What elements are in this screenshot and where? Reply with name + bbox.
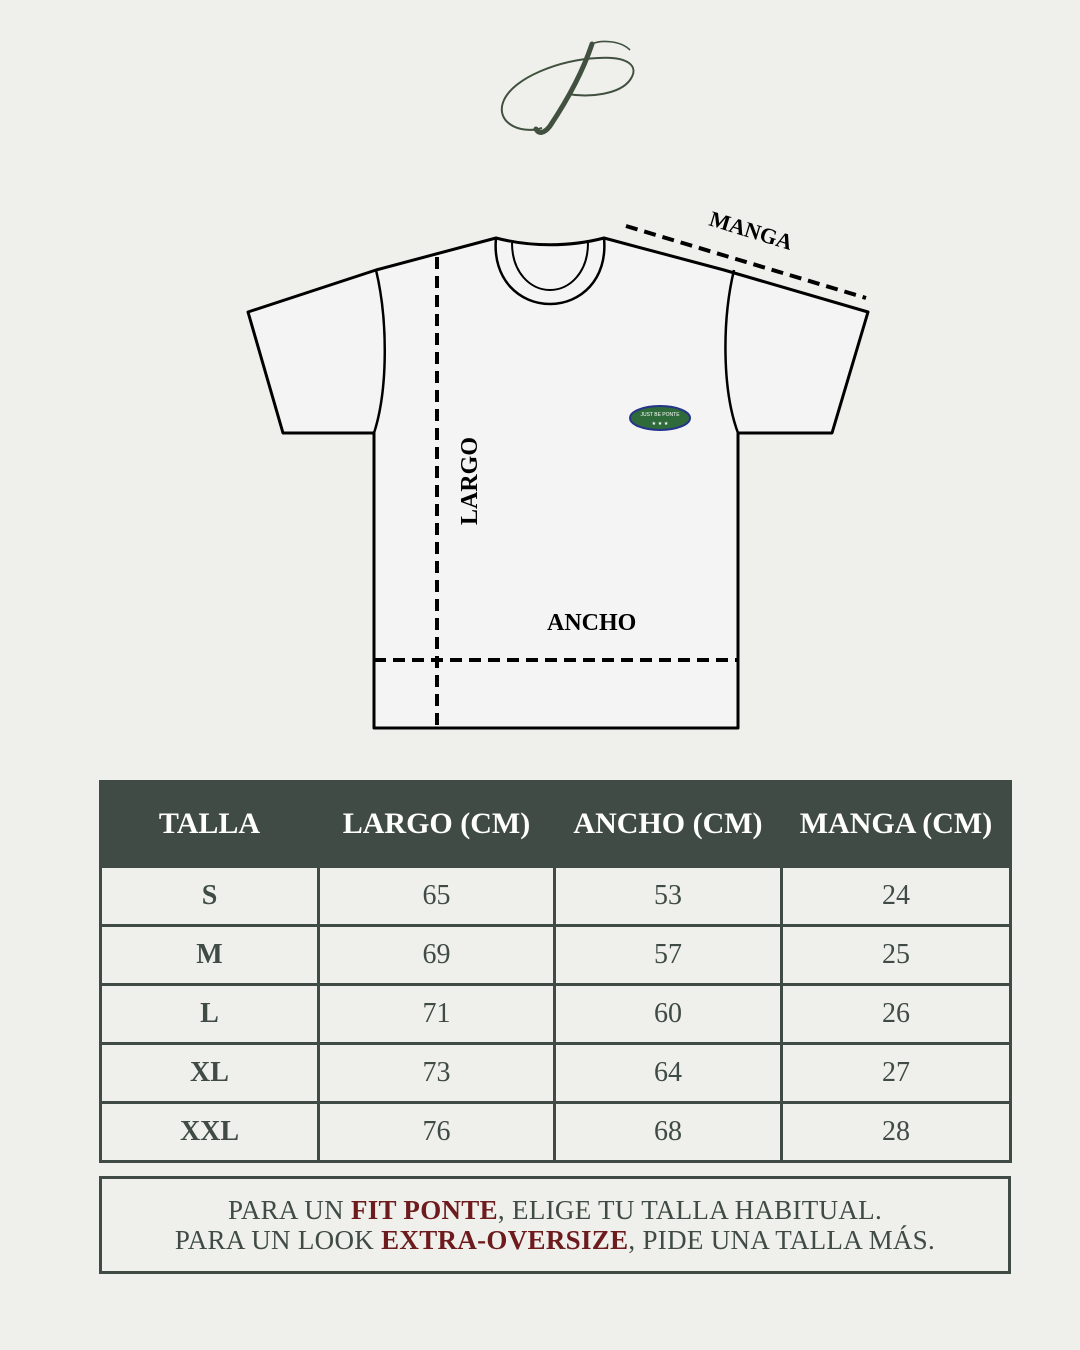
largo-cell: 73 [319, 1044, 555, 1103]
tshirt-outline [248, 238, 868, 728]
header-talla: TALLA [101, 782, 319, 867]
ancho-cell: 64 [555, 1044, 782, 1103]
table-header-row [101, 782, 1011, 867]
table-row [101, 985, 1011, 1044]
largo-cell: 65 [319, 867, 555, 926]
largo-label: LARGO [457, 436, 483, 525]
manga-cell: 24 [782, 867, 1011, 926]
brand-badge [630, 406, 690, 430]
ancho-label: ANCHO [547, 610, 637, 636]
tshirt-measurement-diagram [230, 200, 890, 745]
svg-text:JUST BE PONTE: JUST BE PONTE [640, 412, 680, 418]
table-row [101, 1044, 1011, 1103]
size-cell: XXL [101, 1103, 319, 1162]
extra-oversize-highlight: EXTRA-OVERSIZE [381, 1225, 629, 1255]
ancho-cell: 68 [555, 1103, 782, 1162]
size-cell: M [101, 926, 319, 985]
ancho-cell: 53 [555, 867, 782, 926]
largo-cell: 71 [319, 985, 555, 1044]
size-chart-table [99, 780, 1012, 1163]
ancho-cell: 57 [555, 926, 782, 985]
fit-note-line-1: PARA UN FIT PONTE, ELIGE TU TALLA HABITUAL. [227, 1195, 883, 1225]
table-row [101, 1103, 1011, 1162]
header-manga: MANGA (CM) [782, 782, 1011, 867]
fit-note-line-2: PARA UN LOOK EXTRA-OVERSIZE, PIDE UNA TALLA MÁS. [174, 1225, 936, 1255]
brand-monogram-logo [480, 30, 660, 140]
ancho-cell: 60 [555, 985, 782, 1044]
table-row [101, 867, 1011, 926]
fit-ponte-highlight: FIT PONTE [350, 1195, 498, 1225]
svg-text:★ ★ ★: ★ ★ ★ [651, 421, 669, 427]
largo-cell: 69 [319, 926, 555, 985]
manga-cell: 27 [782, 1044, 1011, 1103]
manga-label: MANGA [706, 205, 796, 255]
header-ancho: ANCHO (CM) [555, 782, 782, 867]
manga-cell: 25 [782, 926, 1011, 985]
fit-advice-note [99, 1176, 1011, 1274]
largo-cell: 76 [319, 1103, 555, 1162]
size-cell: L [101, 985, 319, 1044]
table-row [101, 926, 1011, 985]
manga-cell: 28 [782, 1103, 1011, 1162]
header-largo: LARGO (CM) [319, 782, 555, 867]
size-cell: XL [101, 1044, 319, 1103]
manga-cell: 26 [782, 985, 1011, 1044]
size-cell: S [101, 867, 319, 926]
